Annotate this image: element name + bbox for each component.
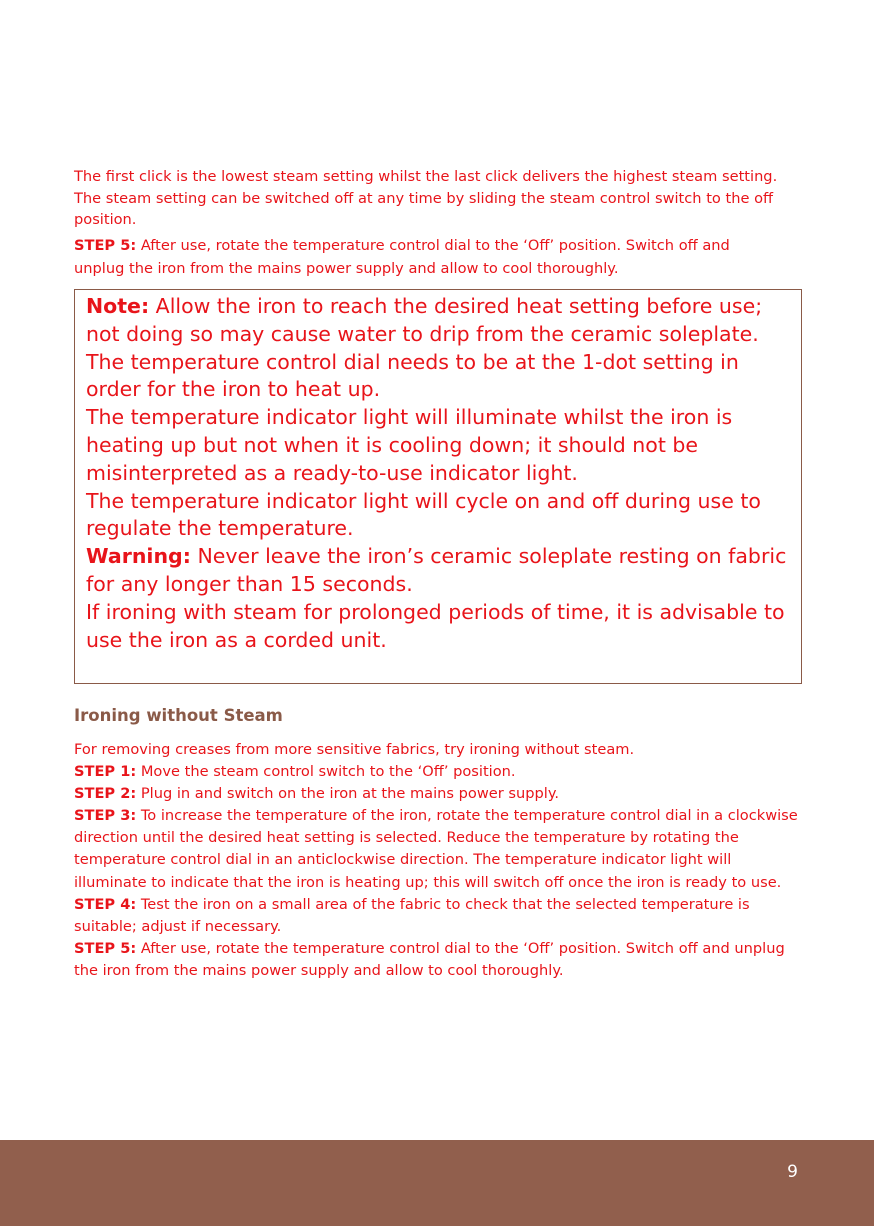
step-item: [74, 783, 804, 805]
step-text: After use, rotate the temperature control dial to the ‘Off’ position. Switch off and: [136, 236, 730, 254]
step-label: STEP 1:: [74, 763, 137, 781]
step-text: To increase the temperature of the iron, rotate the temperature control dial in a clockwise direction until the desired heat setting is selected. Reduce the temperature by rotating the temperature control dial in an anticlockwise direction. The temperature indicator light will illuminate to indicate that the iron is heating up; this will switch off once the iron is ready to use.: [74, 807, 798, 891]
page-number: 9: [787, 1162, 798, 1182]
section-intro: For removing creases from more sensitive fabrics, try ironing without steam.: [74, 741, 635, 758]
warning-label: Warning:: [86, 544, 191, 569]
intro-step5: [74, 232, 804, 259]
step-text: Plug in and switch on the iron at the mains power supply.: [136, 785, 560, 803]
step-label: STEP 4:: [74, 895, 137, 913]
note-text: Allow the iron to reach the desired heat setting before use; not doing so may cause water to drip from the ceramic soleplate.: [86, 294, 763, 346]
note-box: [74, 289, 802, 684]
warning-text: Never leave the iron’s ceramic soleplate resting on fabric for any longer than 15 seconds.: [86, 544, 787, 596]
warning-line: [86, 543, 793, 599]
step-item: [74, 894, 804, 938]
note-line: The temperature indicator light will cycle on and off during use to regulate the temperature.: [86, 488, 761, 541]
note-line: The temperature control dial needs to be at the 1-dot setting in order for the iron to heat up.: [86, 349, 739, 402]
note-line: If ironing with steam for prolonged periods of time, it is advisable to use the iron as a corded unit.: [86, 599, 785, 652]
step-text: After use, rotate the temperature control dial to the ‘Off’ position. Switch off and unplug the iron from the mains power supply and allow to cool thoroughly.: [74, 939, 785, 979]
note-line: The temperature indicator light will illuminate whilst the iron is heating up but not when it is cooling down; it should not be misinterpreted as a ready-to-use indicator light.: [86, 405, 733, 485]
step-item: [74, 761, 804, 783]
step-text: Move the steam control switch to the ‘Off’ position.: [136, 763, 516, 781]
step-label: STEP 5:: [74, 236, 137, 254]
section-title: Ironing without Steam: [74, 706, 283, 725]
intro-step5-continued: unplug the iron from the mains power supply and allow to cool thoroughly.: [74, 259, 619, 277]
intro-paragraph: The first click is the lowest steam setting whilst the last click delivers the highest steam setting. The steam setting can be switched off at any time by sliding the steam control switch to the off position.: [74, 168, 778, 228]
step-item: [74, 938, 804, 982]
step-label: STEP 2:: [74, 785, 137, 803]
step-text: Test the iron on a small area of the fabric to check that the selected temperature is suitable; adjust if necessary.: [74, 895, 750, 935]
intro-section: [74, 166, 804, 279]
section-body: [74, 739, 804, 982]
note-line: [86, 293, 793, 349]
step-label: STEP 3:: [74, 807, 137, 825]
step-label: STEP 5:: [74, 939, 137, 957]
step-item: [74, 805, 804, 893]
page-footer: [0, 1140, 874, 1226]
note-label: Note:: [86, 294, 150, 318]
